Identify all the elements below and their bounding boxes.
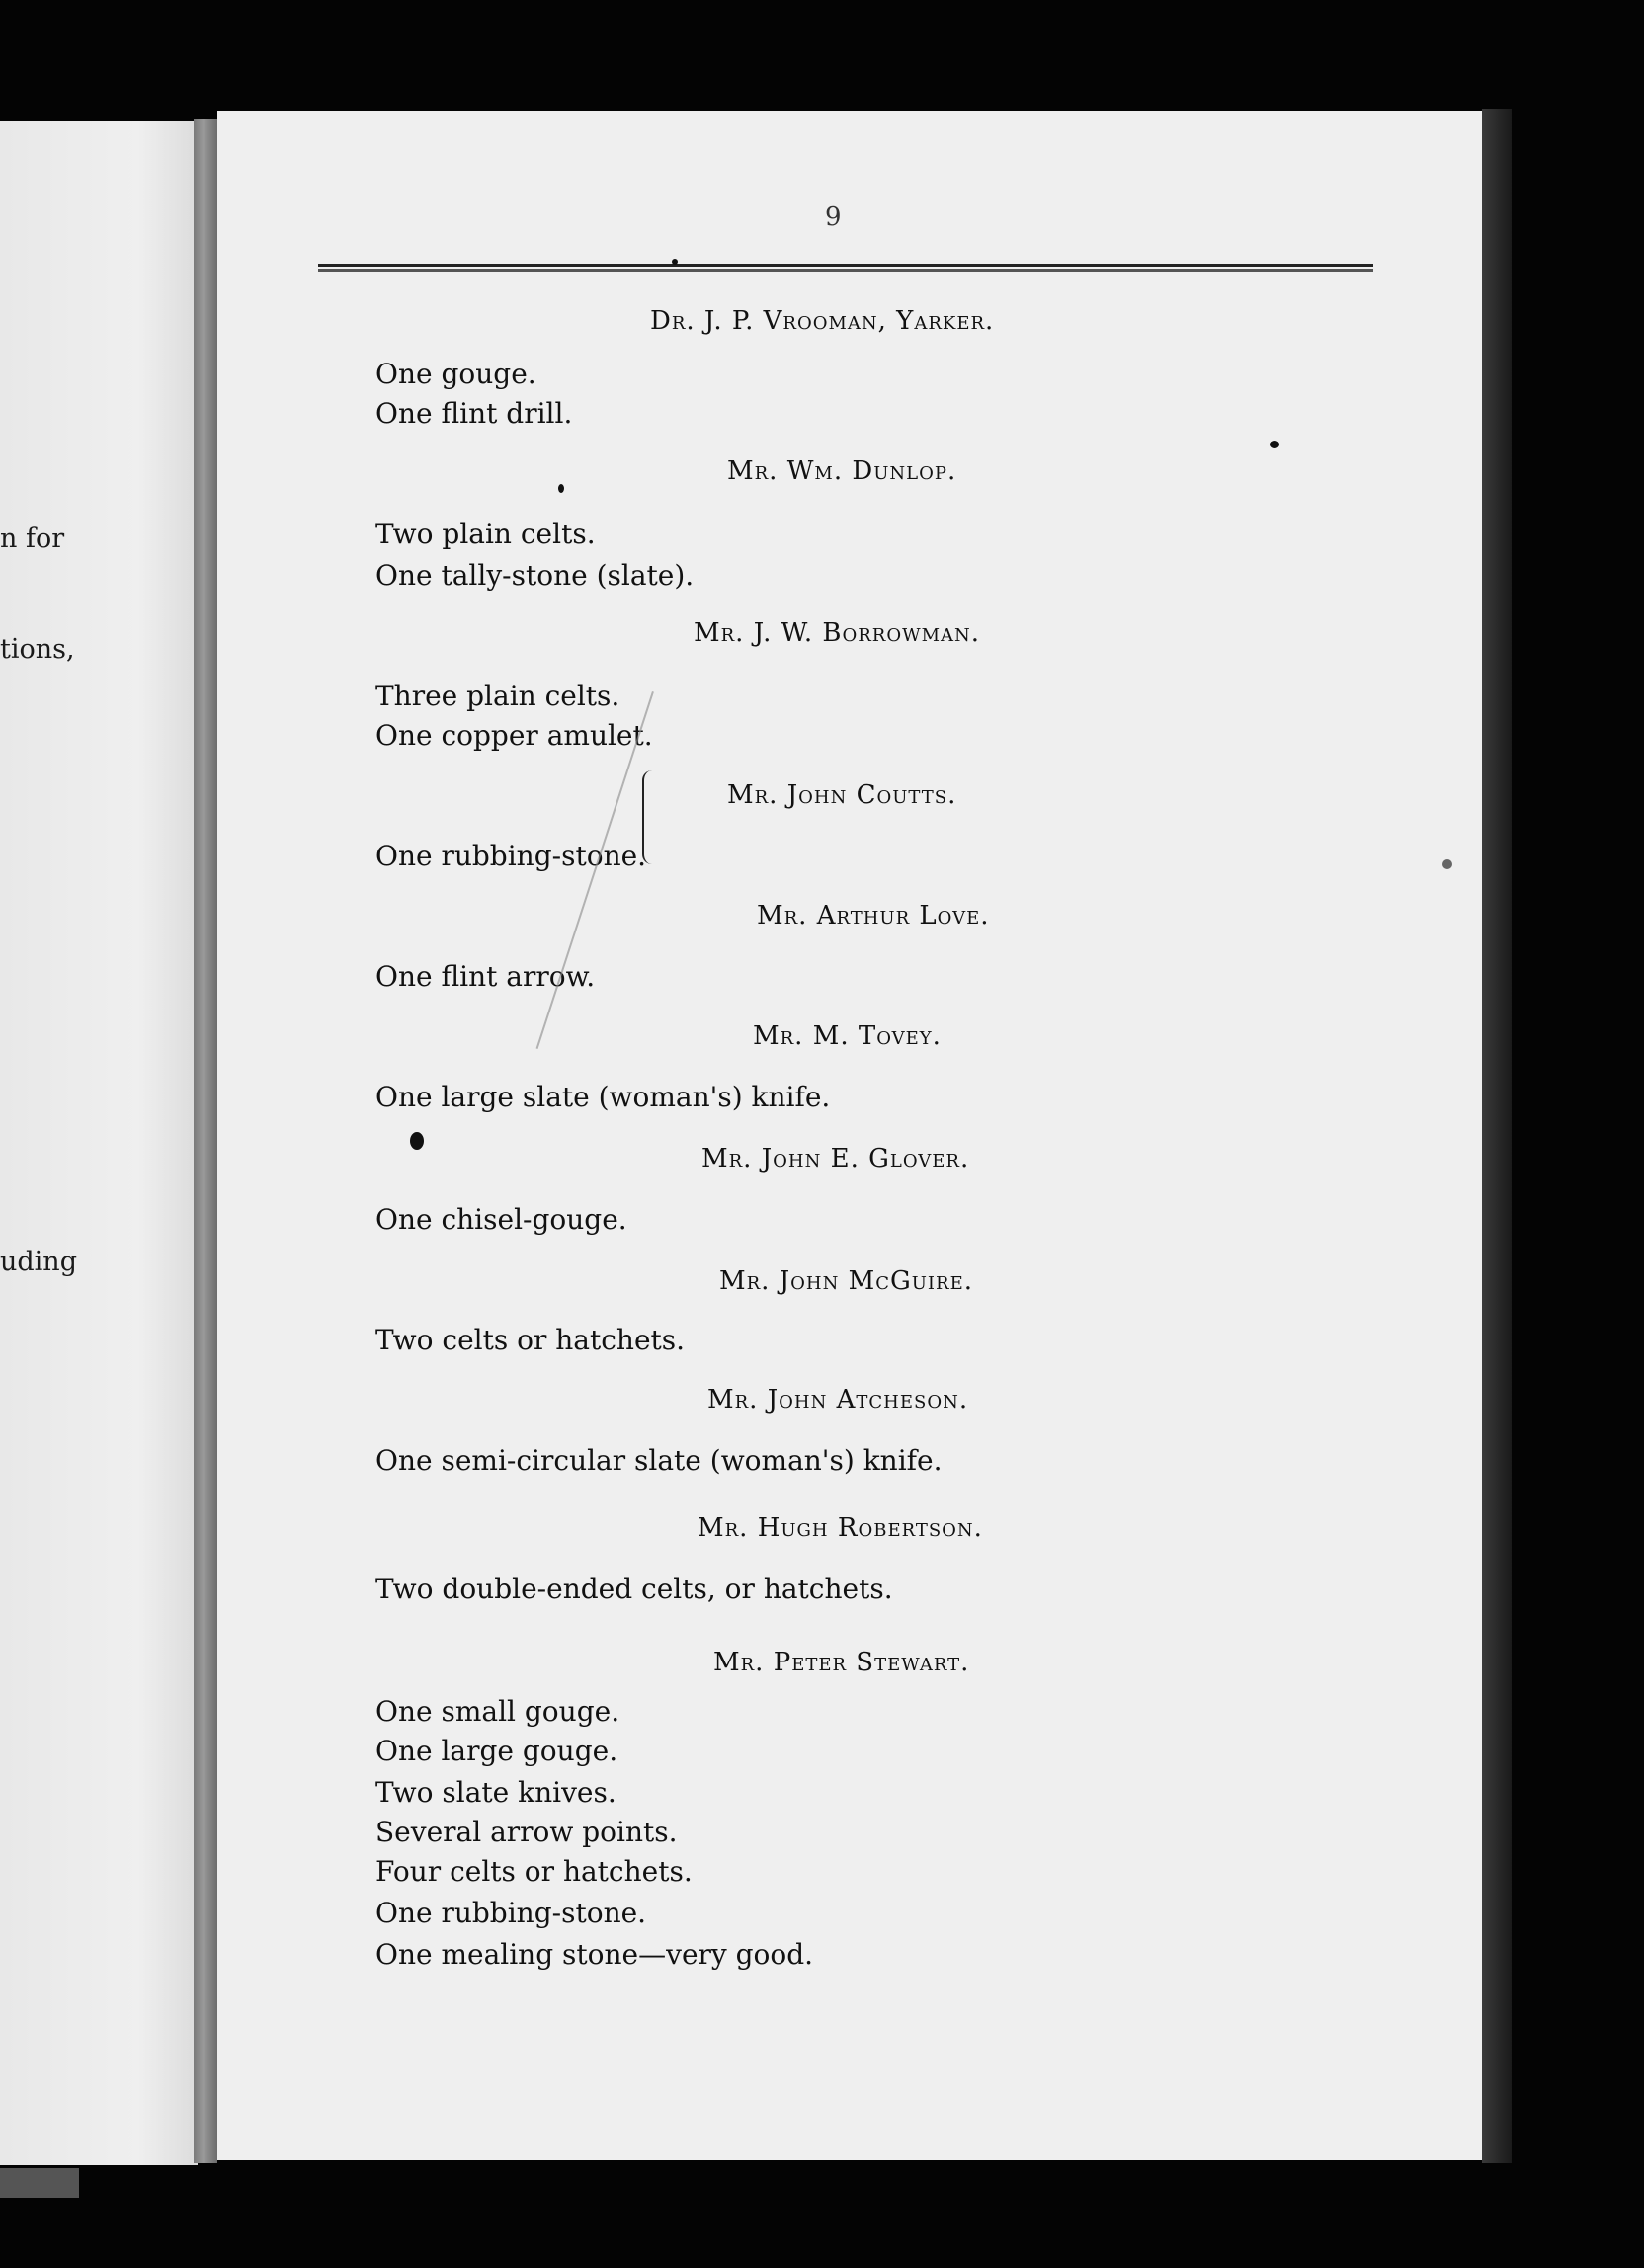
list-item: One flint arrow.	[375, 960, 596, 993]
donor-heading-mcguire: Mr. John McGuire.	[719, 1266, 973, 1296]
list-item: Two celts or hatchets.	[375, 1324, 686, 1356]
list-item: Four celts or hatchets.	[375, 1855, 693, 1888]
ink-speck	[1442, 859, 1452, 869]
ink-speck	[410, 1132, 424, 1150]
ink-speck	[672, 259, 678, 265]
list-item: One chisel-gouge.	[375, 1203, 627, 1236]
left-page-text-2: tions,	[0, 634, 75, 665]
ink-speck	[1270, 441, 1279, 448]
list-item: Several arrow points.	[375, 1816, 678, 1848]
book-gutter	[194, 119, 217, 2163]
left-page-text-3: uding	[0, 1247, 77, 1277]
donor-heading-glover: Mr. John E. Glover.	[701, 1144, 970, 1174]
left-page-text-1: n for	[0, 524, 65, 554]
list-item: One gouge.	[375, 358, 536, 390]
binding-tab	[0, 2168, 79, 2198]
list-item: Two double-ended celts, or hatchets.	[375, 1573, 893, 1605]
list-item: One flint drill.	[375, 397, 573, 430]
list-item: One large gouge.	[375, 1735, 618, 1767]
donor-heading-atcheson: Mr. John Atcheson.	[707, 1385, 969, 1415]
page-number: 9	[825, 202, 842, 232]
donor-heading-dunlop: Mr. Wm. Dunlop.	[727, 456, 957, 486]
donor-heading-stewart: Mr. Peter Stewart.	[713, 1648, 970, 1677]
list-item: One small gouge.	[375, 1695, 620, 1728]
page-edge-shadow	[1482, 109, 1512, 2163]
list-item: One copper amulet.	[375, 719, 653, 752]
list-item: One tally-stone (slate).	[375, 559, 695, 592]
list-item: Two slate knives.	[375, 1776, 616, 1809]
list-item: Two plain celts.	[375, 518, 596, 550]
donor-heading-tovey: Mr. M. Tovey.	[753, 1021, 942, 1051]
list-item: One large slate (woman's) knife.	[375, 1081, 831, 1113]
list-item: One rubbing-stone.	[375, 1897, 647, 1929]
list-item: One rubbing-stone.	[375, 840, 647, 872]
donor-heading-robertson: Mr. Hugh Robertson.	[698, 1513, 983, 1543]
donor-heading-coutts: Mr. John Coutts.	[727, 780, 957, 810]
list-item: One mealing stone—very good.	[375, 1938, 814, 1971]
list-item: One semi-circular slate (woman's) knife.	[375, 1444, 943, 1477]
previous-page-fragment	[0, 121, 198, 2165]
donor-heading-love: Mr. Arthur Love.	[757, 901, 990, 931]
donor-heading-vrooman: Dr. J. P. Vrooman, Yarker.	[650, 306, 995, 336]
ink-speck	[558, 484, 564, 493]
list-item: Three plain celts.	[375, 680, 620, 712]
donor-heading-borrowman: Mr. J. W. Borrowman.	[694, 618, 981, 648]
pencil-bracket-mark	[642, 770, 658, 864]
header-rule	[318, 264, 1373, 267]
